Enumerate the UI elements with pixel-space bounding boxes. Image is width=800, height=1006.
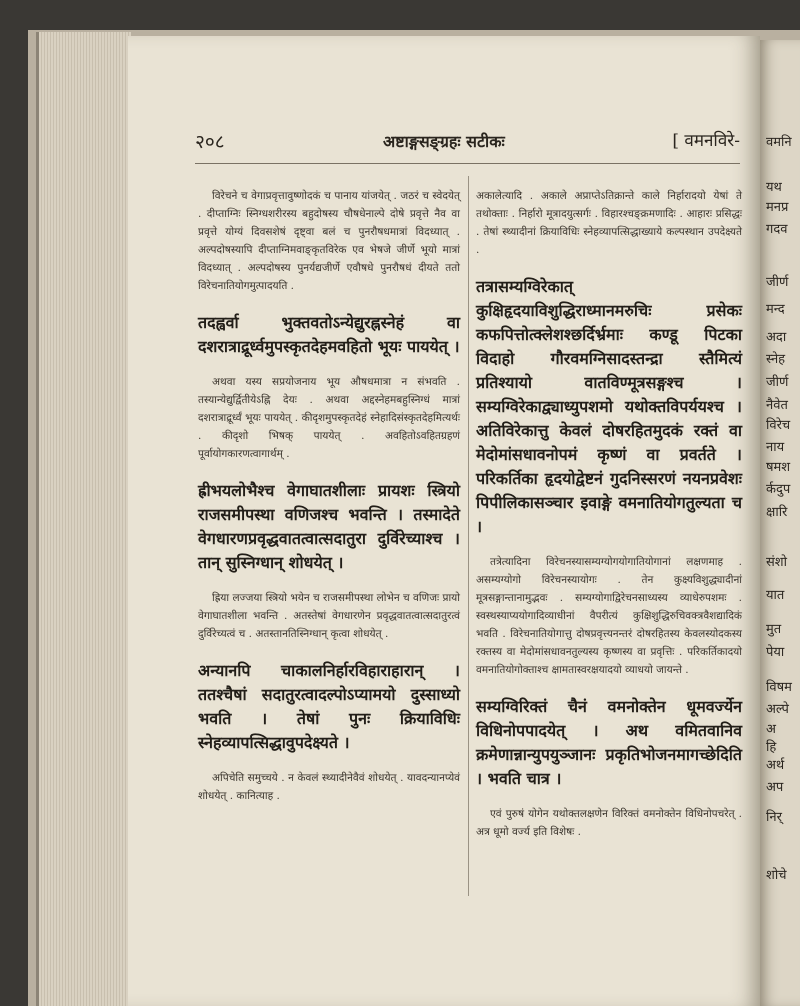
facing-page-fragment: षमश (766, 460, 791, 475)
column-divider (468, 176, 469, 896)
header-rule (195, 163, 740, 164)
facing-page-fragment: मुत (766, 622, 782, 637)
facing-page-fragment: शोचे (766, 868, 787, 883)
verse-paragraph: अन्यानपि चाकालनिर्हारविहाराहारान् । ततश्चैषां सदातुरत्वादल्पोऽप्यामयो दुस्साध्यो भवति । तेषां पुनः क्रियाविधिः स्नेहव्यापत्सिद्धावुपदेक्ष्यते । (198, 660, 460, 752)
commentary-paragraph: तत्रेत्यादिना विरेचनस्यासम्यग्योगयोगातियोगानां लक्षणमाह . असम्यग्योगो विरेचनस्यायोगः . तेन कुक्ष्यविशुद्ध्यादीनां मूत्रसङ्गान्तानामुद्भवः . सम्यग्योगाद्विरेचनसाध्यस्य व्याधेरुपशमः . स्वस्थस्याप्ययोगादिव्याधीनां वैपरीत्यं कुक्षिशुद्धिरुचिवक्त्रवैशद्यादिकं भवति . विरेचनातियोगात्तु दोषप्रवृत्त्यनन्तरं दोषरहितस्य केवलस्योदकस्य रक्तस्य वा मेदोमांसधावनतुल्यस्य कृष्णस्य वा प्रवृत्तिः . परिकर्तिकादयो वमनातियोगोक्ताश्च क्षामतास्वरक्षयादयो व्याधयो जायन्ते . (476, 555, 742, 676)
facing-page-fragment: निर् (766, 810, 782, 825)
running-head (195, 128, 740, 156)
commentary-paragraph: अकालेत्यादि . अकाले अप्राप्तेऽतिक्रान्ते काले निर्हारादयो येषां ते तथोक्ताः . निर्हारो मूत्रादयुत्सर्गः . विहारश्चङ्क्रमणादिः . आहारः प्रसिद्धः . तेषां स्थ्यादीनां क्रियाविधिः स्नेहव्यापत्सिद्धाख्याये कल्पस्थान उपदेक्ष्यते . (476, 189, 742, 256)
facing-page-fragment: र्कदुप (766, 482, 791, 497)
facing-page-fragment: मनप्र (766, 200, 789, 215)
commentary-paragraph: एवं पुरुषं योगेन यथोक्तलक्षणेन विरिक्तं वमनोक्तेन विधिनोपचरेत् . अत्र धूमो वर्ज्य इति विशेषः . (476, 807, 742, 838)
page-number: २०८ (195, 131, 225, 153)
running-title: अष्टाङ्गसङ्ग्रहः सटीकः (383, 132, 505, 151)
facing-page-fragment: हि (766, 740, 777, 755)
page-edges (36, 32, 131, 1006)
commentary-paragraph: अथवा यस्य सप्रयोजनाय भूय औषधमात्रा न संभवति . तस्यान्येद्युर्द्वितीयेऽह्नि देयः . अथवा अद्दस्नेहमबहुस्निग्धं मात्रां दशरात्राद्रूर्ध्वं भूयः पाययेत् . कीदृशमुपस्कृतदेहं स्नेहादिसंस्कृतदेहमित्यर्थः . कीदृशो भिषक् पाययेत् . अवहितोऽवहितग्रहणं पूर्वायोगकारणत्वागार्थम् . (198, 375, 460, 460)
section-marker: [ वमनविरे- (672, 131, 740, 151)
facing-page-edge (760, 40, 800, 1006)
verse-paragraph: तत्रासम्यग्विरेकात् कुक्षिहृदयाविशुद्धिराध्मानमरुचिः प्रसेकः कफपित्तोत्क्लेशश्छर्दिर्भ्रमाः कण्डू पिटका विदाहो गौरवमग्निसादस्तन्द्रा स्तैमित्यं प्रतिश्यायो वातविण्मूत्रसङ्गश्च । सम्यग्विरेकाद्व्याध्युपशमो यथोक्तविपर्ययश्च । अतिविरेकात्तु केवलं दोषरहितमुदकं रक्तं वा मेदोमांसधावनोपमं कृष्णं वा प्रवर्तते । परिकर्तिका हृदयोद्वेष्टनं गुदनिस्सरणं नयनप्रवेशः पिपीलिकासञ्चार इवाङ्गे वमनातियोगतुल्यता च । (476, 276, 742, 536)
facing-page-fragment: क्षारि (766, 505, 788, 520)
facing-page-fragment: संशो (766, 555, 787, 570)
facing-page-fragment: वमनि (766, 135, 792, 150)
commentary-paragraph: ह्रिया लज्जया स्त्रियो भयेन च राजसमीपस्था लोभेन च वणिजः प्रायो वेगाघातशीला भवन्ति . अतस्तेषां वेगधारणेन प्रवृद्धवातत्वात्सदातुरत्वं दुर्विरेच्यत्वं च . अतस्तानतिस्निग्धान् कृत्वा शोधयेत् . (198, 591, 460, 640)
facing-page-fragment: गदव (766, 222, 788, 237)
facing-page-fragment: स्नेह (766, 352, 786, 367)
facing-page-fragment: मन्द (766, 302, 785, 317)
left-column (198, 176, 460, 819)
commentary-paragraph: विरेचने च वेगाप्रवृत्तावुष्णोदकं च पानाय यांजयेत् . जठरं च स्वेदयेत् . दीप्ताग्निः स्निग्धशरीरस्य बहुदोषस्य चौषधेनाल्पे दोषे प्रवृत्ते नैव वा प्रवृत्ते योग्यं दिवसशेषं दृष्ट्वा बलं च पुनरौषधमात्रां विदध्यात् . अल्पदोषस्यापि दीप्ताग्निमवाङ्कृतविरेक एव भेषजे जीर्णे भूयो मात्रां विदध्यात् . अल्पदोषस्य पुनर्यद्यजीर्णे एवौषधे पुनरौषधं दीयते ततो विरेचनातियोगमुत्पादयति . (198, 189, 460, 292)
facing-page-fragment: नाय (766, 440, 785, 455)
commentary-paragraph: अपिचेति समुच्चये . न केवलं स्थ्यादीनेवैवं शोधयेत् . यावदन्यानप्येवं शोधयेत् . कानित्याह . (198, 771, 460, 802)
facing-page-fragment: विरेच (766, 418, 791, 433)
facing-page-fragment: अर्थ (766, 758, 785, 773)
facing-page-fragment: जीर्ण (766, 375, 789, 390)
right-column (476, 176, 742, 855)
facing-page-fragment: अप (766, 780, 784, 795)
verse-paragraph: ह्रीभयलोभैश्च वेगाघातशीलाः प्रायशः स्त्रियो राजसमीपस्था वणिजश्च भवन्ति । तस्मादेते वेगधारणप्रवृद्धवातत्वात्सदातुरा दुर्विरेच्याश्च । तान् सुस्निग्धान् शोधयेत् । (198, 480, 460, 572)
facing-page-fragment: पेया (766, 645, 785, 660)
facing-page-fragment: यथ (766, 180, 782, 195)
facing-page-fragment: विषम (766, 680, 792, 695)
facing-page-fragment: अदा (766, 330, 787, 345)
facing-page-fragment: नैवेत (766, 398, 788, 413)
facing-page-fragment: जीर्ण (766, 275, 789, 290)
verse-paragraph: सम्यग्विरिक्तं चैनं वमनोक्तेन धूमवर्ज्येन विधिनोपपादयेत् । अथ वमितवानिव क्रमेणान्नान्युपयुञ्जानः प्रकृतिभोजनमागच्छेदिति । भवति चात्र । (476, 696, 742, 788)
facing-page-fragment: अ (766, 722, 776, 737)
facing-page-fragment: अल्पे (766, 702, 789, 717)
facing-page-fragment: यात (766, 588, 785, 603)
verse-paragraph: तदह्वर्वा भुक्तवतोऽन्येद्युरह्नस्नेहं वा दशरात्राद्रूर्ध्वमुपस्कृतदेहमवहितो भूयः पाययेत् । (198, 312, 460, 356)
